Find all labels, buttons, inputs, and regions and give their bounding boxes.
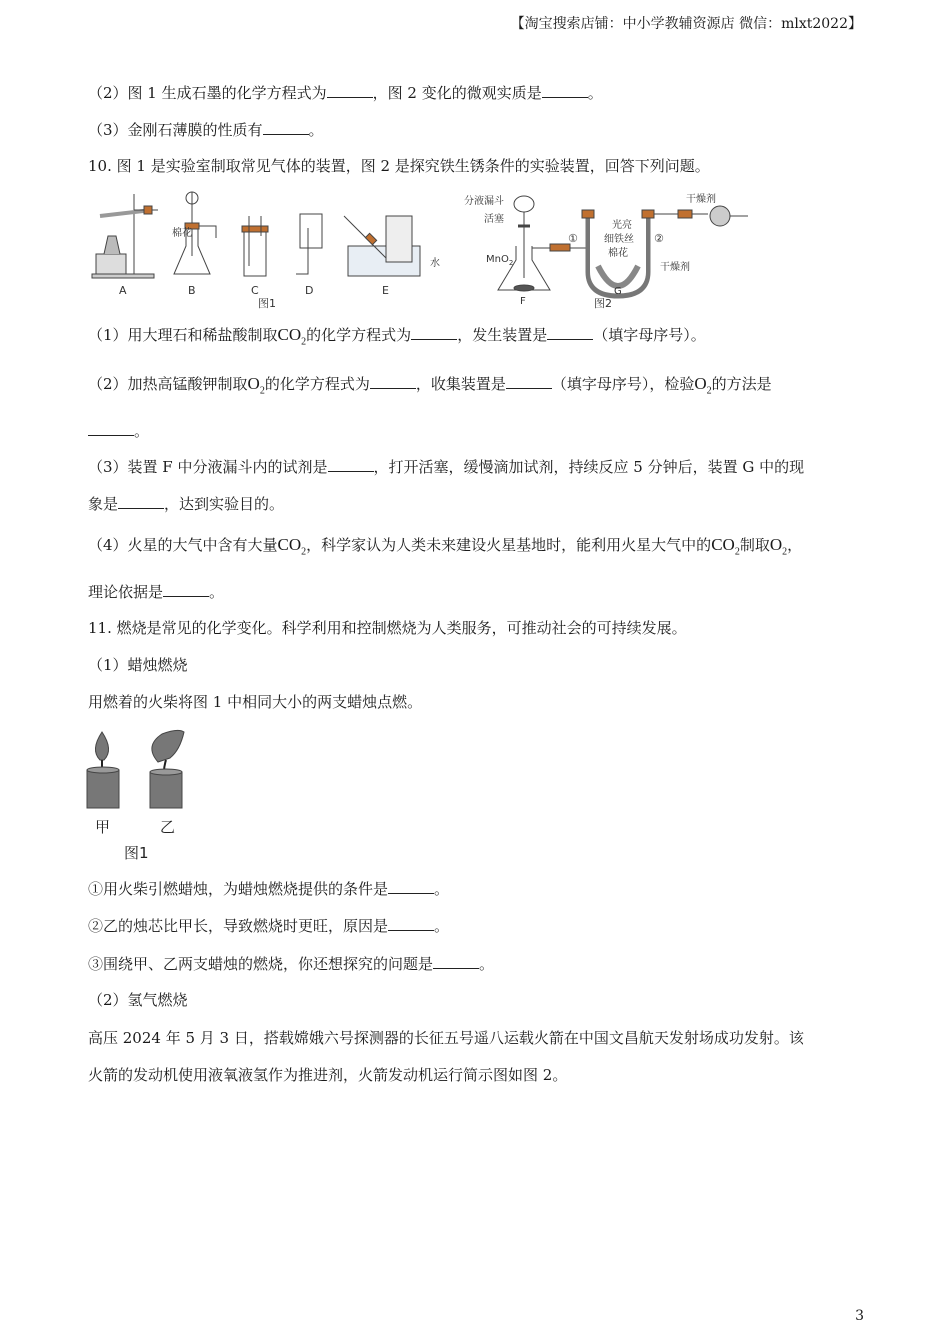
q11-candle-figure [80,726,210,866]
q9-part3 [88,119,324,140]
co2-formula: $CO_2$ [711,535,740,558]
candle-jia-label: 甲 [95,818,111,836]
candle-fig-caption: 图1 [124,844,149,862]
q9-p3-a: （3）金刚石薄膜的性质有 [88,121,263,139]
q10-p4-e: 理论依据是 [88,583,164,601]
answer-blank[interactable] [328,456,374,472]
q10-p2-c: ，收集装置是 [415,375,506,393]
answer-blank[interactable] [506,373,552,389]
mno-sub: 2 [508,259,514,267]
marker-2: ② [654,232,664,245]
bright-label: 光亮 [612,220,632,231]
co2-formula: $CO_2$ [277,535,307,558]
q10-part3 [88,456,804,477]
q11-c2-a: ②乙的烛芯比甲长，导致燃烧时更旺，原因是 [88,917,389,935]
q9-p3-b: 。 [308,121,324,139]
q11-c1-b: 。 [434,880,450,898]
q10-p2-b: 的化学方程式为 [264,375,370,393]
answer-blank[interactable] [547,324,593,340]
answer-blank[interactable] [163,581,209,597]
candle-yi-label: 乙 [160,818,176,836]
marker-1: ① [568,232,578,245]
desiccant-top-label: 干燥剂 [686,194,716,205]
q10-p4-f: 。 [209,583,225,601]
o2-formula: $O_2$ [769,535,788,558]
q10-part4-cont [88,581,224,602]
answer-blank[interactable] [411,324,457,340]
answer-blank[interactable] [327,82,373,98]
q9-part2 [88,82,603,103]
fig2-caption: 图2 [594,297,612,310]
q10-part3-cont [88,493,284,514]
answer-blank[interactable] [388,878,434,894]
q10-p1-a: （1）用大理石和稀盐酸制取 [88,326,278,344]
q10-stem: 10. 图 1 是实验室制取常见气体的装置，图 2 是探究铁生锈条件的实验装置，回答下列问题。 [88,157,710,175]
o2-formula: $O_2$ [694,374,712,397]
fig2-label-g: G [614,286,622,297]
funnel-label: 分液漏斗 [464,196,504,207]
q10-p3-c: 象是 [88,495,119,513]
q11-c3 [88,953,494,974]
fig2-label-f: F [520,296,526,307]
q10-part1 [88,324,706,352]
q10-p4-a: （4）火星的大气中含有大量 [88,536,278,554]
catalyst-label [486,254,513,267]
q10-p3-d: ，达到实验目的。 [164,495,285,513]
answer-blank[interactable] [388,915,434,931]
answer-blank[interactable] [263,119,309,135]
q10-p3-a: （3）装置 F 中分液漏斗内的试剂是 [88,458,328,476]
q10-part2-cont [88,420,149,441]
q10-p2-d: （填字母序号），检验 [551,375,695,393]
answer-blank[interactable] [118,493,164,509]
desiccant-label: 干燥剂 [660,262,690,273]
q10-figure2 [458,186,758,312]
stopcock-label: 活塞 [484,214,504,225]
cotton-label: 棉花 [172,228,192,239]
q9-p2-b: ，图 2 变化的微观实质是 [372,84,542,102]
fig1-label-e: E [382,284,389,297]
co2-formula: $CO_2$ [277,325,307,348]
q11-c2-b: 。 [434,917,450,935]
q10-figure1 [86,186,456,312]
q10-p1-b: 的化学方程式为 [306,326,412,344]
answer-blank[interactable] [88,420,134,436]
q9-p2-a: （2）图 1 生成石墨的化学方程式为 [88,84,327,102]
q10-part2 [88,373,772,401]
q10-p4-d: ， [787,536,803,554]
q10-p2-a: （2）加热高锰酸钾制取 [88,375,248,393]
q11-section2-title: （2）氢气燃烧 [88,991,188,1009]
q11-section2-line2: 火箭的发动机使用液氧液氢作为推进剂，火箭发动机运行简示图如图 2。 [88,1066,568,1084]
mno-text: MnO [486,254,509,265]
fig1-label-a: A [119,284,127,297]
q11-c2 [88,915,449,936]
q11-stem: 11. 燃烧是常见的化学变化。科学利用和控制燃烧为人类服务，可推动社会的可持续发展。 [88,619,687,637]
q11-c1-a: ①用火柴引燃蜡烛，为蜡烛燃烧提供的条件是 [88,880,389,898]
fig1-caption: 图1 [258,297,276,310]
q11-c3-b: 。 [479,955,495,973]
q10-p3-b: ，打开活塞，缓慢滴加试剂，持续反应 5 分钟后，装置 G 中的现 [373,458,805,476]
q11-section1-title: （1）蜡烛燃烧 [88,656,188,674]
o2-formula: $O_2$ [247,374,265,397]
water-label: 水 [430,258,440,269]
fig1-label-d: D [305,284,314,297]
answer-blank[interactable] [542,82,588,98]
fig1-label-c: C [251,284,259,297]
q11-section1-text: 用燃着的火柴将图 1 中相同大小的两支蜡烛点燃。 [88,693,423,711]
iron-wire-label: 细铁丝 [604,234,634,245]
answer-blank[interactable] [433,953,479,969]
fig1-label-b: B [188,284,196,297]
q10-p1-d: （填字母序号）。 [593,326,706,344]
q10-part4 [88,535,802,562]
page-header: 【淘宝搜索店铺：中小学教辅资源店 微信：mlxt2022】 [510,16,862,32]
q11-section2-line1: 高压 2024 年 5 月 3 日，搭载嫦娥六号探测器的长征五号遥八运载火箭在中国文昌航天发射场成功发射。该 [88,1029,804,1047]
answer-blank[interactable] [370,373,416,389]
q10-p2-e: 的方法是 [711,375,772,393]
page-number: 3 [855,1308,864,1324]
q9-p2-c: 。 [587,84,603,102]
q10-p4-c: 制取 [739,536,770,554]
q10-p4-b: ，科学家认为人类未来建设火星基地时，能利用火星大气中的 [306,536,712,554]
cotton2-label: 棉花 [608,248,628,259]
q11-c1 [88,878,449,899]
q11-c3-a: ③围绕甲、乙两支蜡烛的燃烧，你还想探究的问题是 [88,955,434,973]
q10-p1-c: ，发生装置是 [457,326,548,344]
q10-p2-f: 。 [134,422,150,440]
